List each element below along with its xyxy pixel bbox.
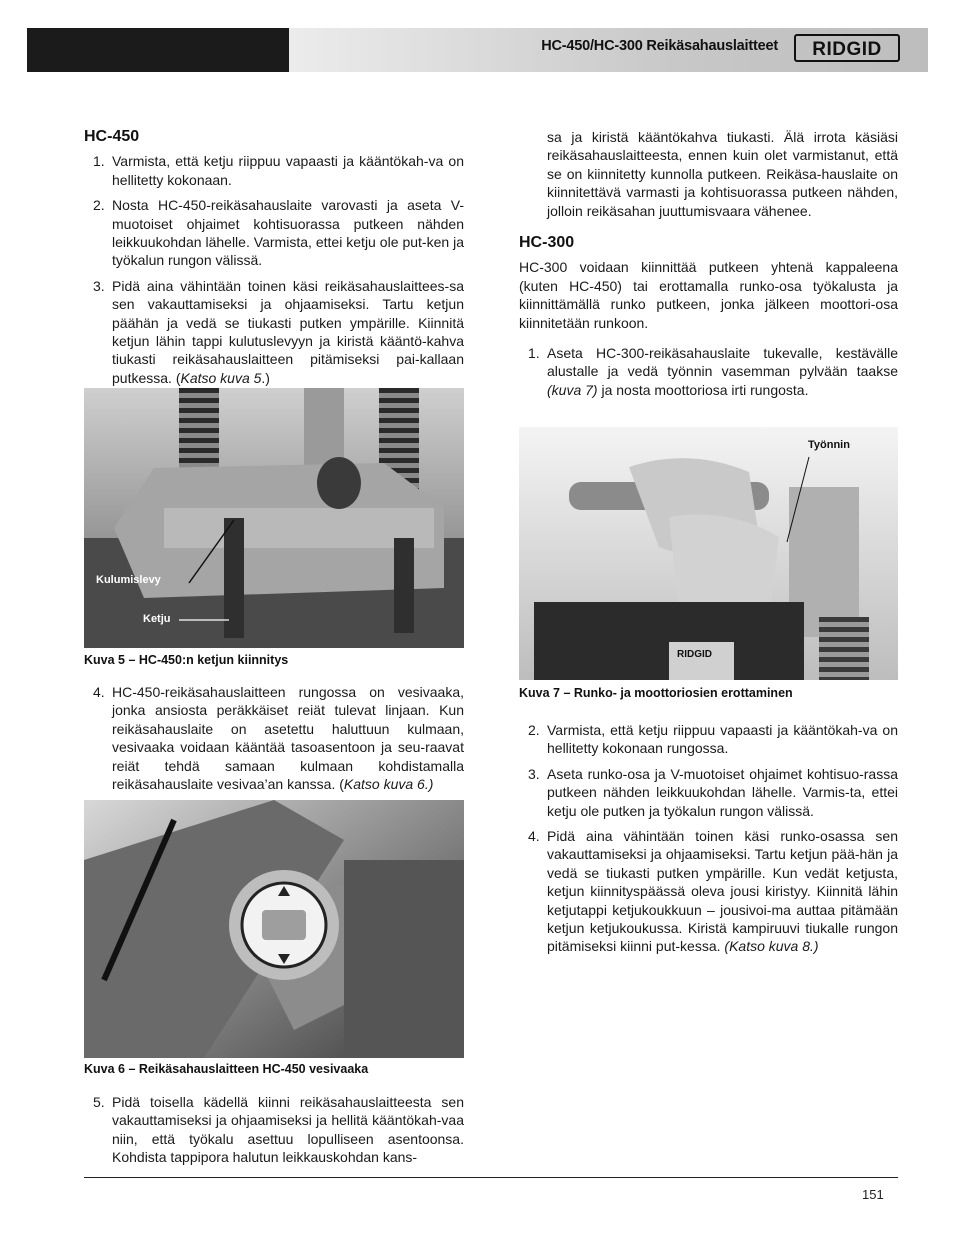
header-black-bar bbox=[27, 28, 289, 72]
figure-7-plate-brand: RIDGID bbox=[677, 649, 712, 660]
list-item: 4. HC-450-reikäsahauslaitteen rungossa on vesivaaka, jonka ansiosta peräkkäiset reiät tulevat linjaan. Kun reikäsahauslaite on asetettu haluttuun kulmaan, vesivaaka voidaan kääntää tasoasentoon ja seu-raavat reiät tehdä samaan kulmaan kohdistamalla reikäsahauslaite vesivaa’an kanssa. (Katso kuva 6.) bbox=[93, 684, 464, 793]
page-number: 151 bbox=[862, 1187, 884, 1202]
left-column-top bbox=[84, 128, 464, 394]
list-item: 3. Pidä aina vähintään toinen käsi reikäsahauslaittees-sa sen vakauttamiseksi ja ohjaamiseksi. Tartu ketjun päähän ja vedä se tiukasti putken ympärille. Kiinnitä ketjun lähin tappi kulutuslevyyn ja kiristä kääntö-kahva tiukasti reikäsahauslaitteen pitämiseksi pai-kallaan putkessa. (Katso kuva 5.) bbox=[93, 277, 464, 386]
label-chain: Ketju bbox=[143, 613, 171, 625]
right-column-top bbox=[519, 128, 898, 406]
hc300-intro: HC-300 voidaan kiinnittää putkeen yhtenä kappaleena (kuten HC-450) tai erottamalla runko-osa työkalusta ja kiinnittämällä runko putkeen, jonka jälkeen moottori-osa kiinnitetään runkoon. bbox=[519, 259, 898, 331]
list-item: 1. Varmista, että ketju riippuu vapaasti ja kääntökah-va on hellitetty kokonaan. bbox=[93, 153, 464, 188]
figure-6-photo bbox=[84, 800, 464, 1058]
list-item: 5. Pidä toisella kädellä kiinni reikäsahauslaitteesta sen vakauttamiseksi ja ohjaamiseksi ja hellitä kääntökah-vaa niin, että työkalu asettuu lopulliseen asentoonsa. Kohdista tappipora halutun leikkauskohdan kans- bbox=[93, 1094, 464, 1166]
left-column-middle bbox=[84, 683, 464, 800]
list-item: 3. Aseta runko-osa ja V-muotoiset ohjaimet kohtisuo-rassa putkeen nähden leikkuukohdan lähelle. Varmis-ta, ettei ketju ole putken ja työkalun rungon välissä. bbox=[528, 765, 898, 819]
figure-7-caption: Kuva 7 – Runko- ja moottoriosien erottaminen bbox=[519, 686, 793, 700]
figure-5-photo bbox=[84, 388, 464, 648]
left-column-bottom bbox=[84, 1093, 464, 1174]
figure-6-illustration bbox=[84, 800, 464, 1058]
figure-7-illustration bbox=[519, 427, 898, 680]
figure-6-caption: Kuva 6 – Reikäsahauslaitteen HC-450 vesivaaka bbox=[84, 1062, 369, 1076]
figure-7-photo bbox=[519, 427, 898, 680]
label-wear-plate: Kulumislevy bbox=[96, 574, 161, 586]
label-pusher: Työnnin bbox=[808, 439, 850, 451]
heading-hc300: HC-300 bbox=[519, 234, 575, 252]
footer-rule bbox=[84, 1177, 898, 1178]
continuation-text: sa ja kiristä kääntökahva tiukasti. Älä irrota käsiäsi reikäsahauslaitteesta, ennen kuin olet varmistanut, että se on kiinnitetty kunnolla putkeen. Reikäsa-hauslaite on kiinnitettävä varmasti ja kohtisuorassa putkeen nähden, jolloin reikäsahan juuttumisvaara vähenee. bbox=[547, 129, 898, 219]
heading-hc450: HC-450 bbox=[84, 128, 140, 145]
figure-5-illustration bbox=[84, 388, 464, 648]
right-column-bottom bbox=[519, 721, 898, 963]
header-title: HC-450/HC-300 Reikäsahauslaitteet bbox=[541, 38, 778, 54]
list-item: 2. Varmista, että ketju riippuu vapaasti ja kääntökah-va on hellitetty kokonaan rungossa. bbox=[528, 722, 898, 757]
figure-5-caption: Kuva 5 – HC-450:n ketjun kiinnitys bbox=[84, 653, 289, 667]
list-item: 2. Nosta HC-450-reikäsahauslaite varovasti ja aseta V-muotoiset ohjaimet kohtisuorassa putkeen nähden leikkuukohdan lähelle. Varmista, ettei ketju ole put-ken ja työkalun rungon välissä. bbox=[93, 197, 464, 269]
list-item: 1. Aseta HC-300-reikäsahauslaite tukevalle, kestävälle alustalle ja vedä työnnin vasemman pylvään taakse (kuva 7) ja nosta moottoriosa irti rungosta. bbox=[528, 345, 898, 398]
list-item: 4. Pidä aina vähintään toinen käsi runko-osassa sen vakauttamiseksi ja ohjaamiseksi. Tartu ketjun pää-hän ja vedä se tiukasti putken ympärille. Kun vedät ketjusta, ketjun kiinnityspäässä oleva jousi kiristyy. Kiinnitä lähin ketjutappi ketjukoukkuun – jousivoi-ma auttaa pitämään ketjun ketjukoukussa. Kiristä kampiruuvi tiukalle rungon pitämiseksi kiinni put-kessa. (Katso kuva 8.) bbox=[528, 828, 898, 955]
logo-text: RIDGID bbox=[812, 39, 882, 60]
ridgid-logo bbox=[794, 34, 900, 62]
